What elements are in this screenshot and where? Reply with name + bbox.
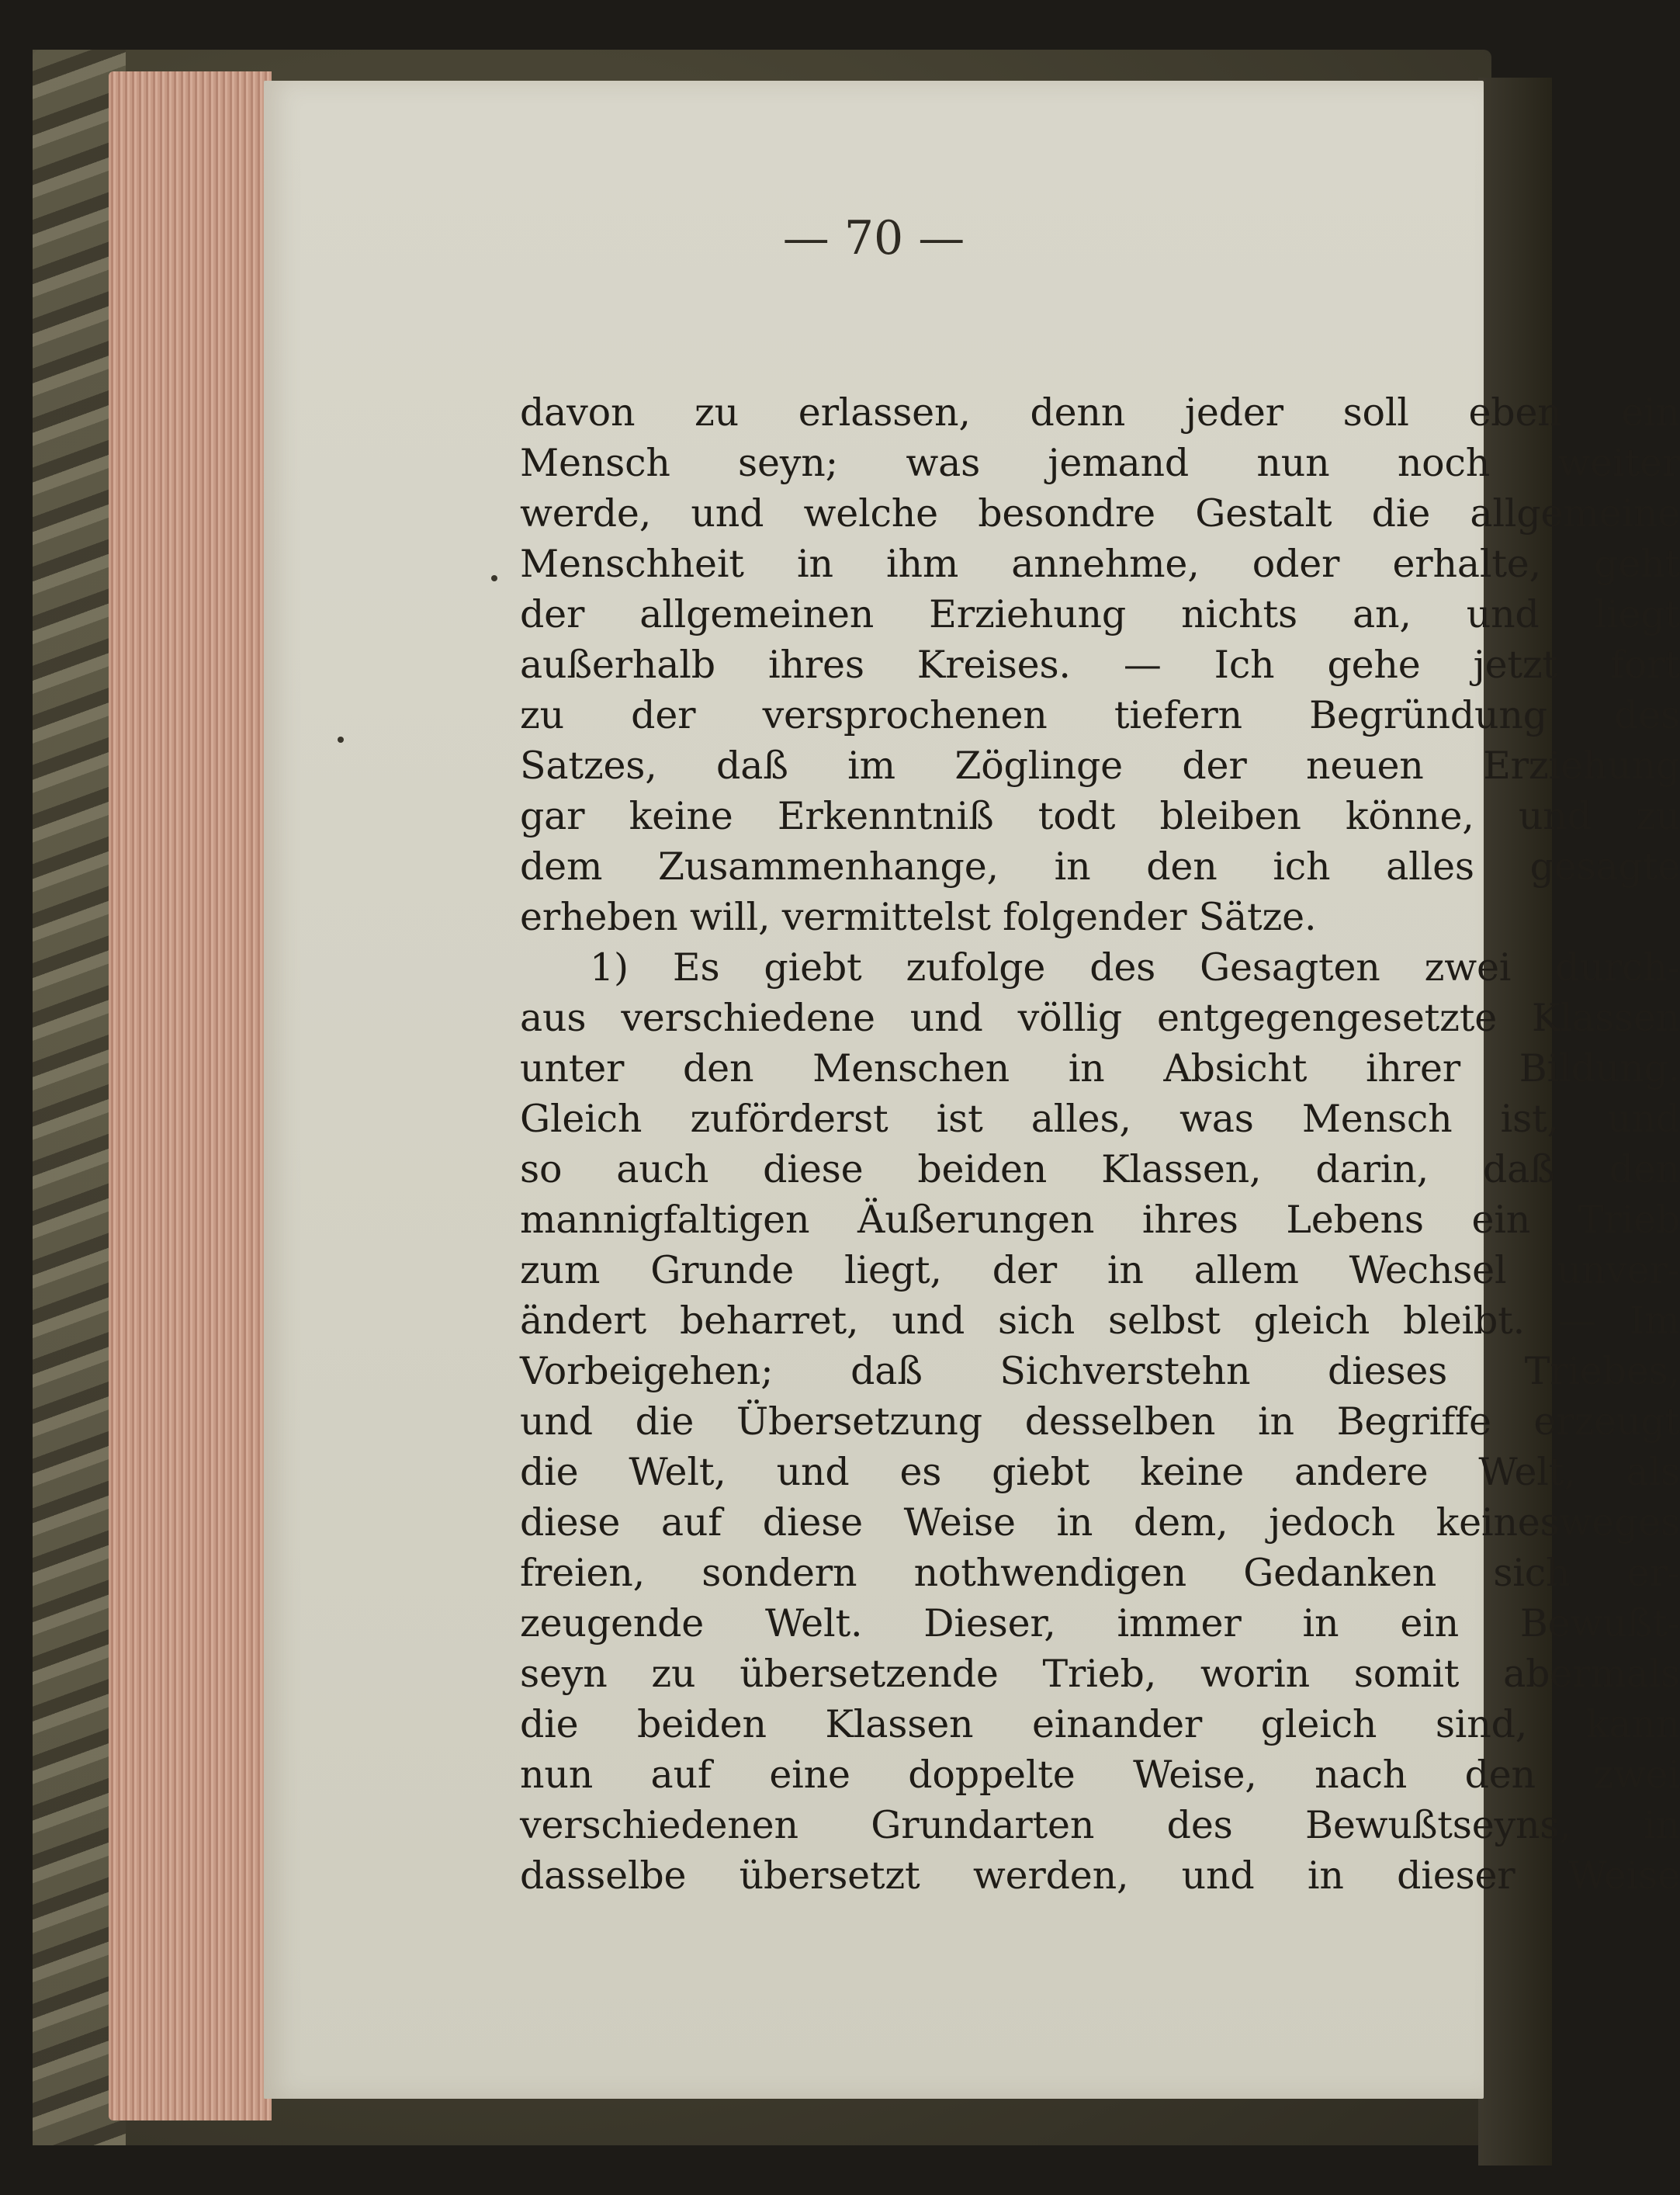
- text-line: mannigfaltigen Äußerungen ihres Lebens ein Trieb: [520, 1198, 1680, 1242]
- text-line: aus verschiedene und völlig entgegengesetzte Klassen: [520, 996, 1680, 1040]
- page-number: — 70 —: [782, 211, 965, 265]
- text-line: Vorbeigehen; daß Sichverstehn dieses Triebes,: [520, 1349, 1680, 1393]
- text-line: erheben will, vermittelst folgender Sätze.: [520, 895, 1317, 939]
- text-line: die Welt, und es giebt keine andere Welt, als: [520, 1450, 1680, 1494]
- text-line: die beiden Klassen einander gleich sind, kann: [520, 1702, 1680, 1746]
- text-line: freien, sondern nothwendigen Gedanken sich er-: [520, 1551, 1680, 1595]
- text-line: gar keine Erkenntniß todt bleiben könne, und zu: [520, 794, 1680, 838]
- text-line: und die Übersetzung desselben in Begriffe erzeugt: [520, 1399, 1680, 1444]
- text-line: seyn zu übersetzende Trieb, worin somit abermals: [520, 1652, 1680, 1696]
- text-line: zeugende Welt. Dieser, immer in ein Bewußt-: [520, 1601, 1680, 1645]
- text-line: verschiedenen Grundarten des Bewußtseyns, in: [520, 1803, 1680, 1847]
- text-line: Satzes, daß im Zöglinge der neuen Erziehung: [520, 744, 1680, 788]
- text-line: außerhalb ihres Kreises. — Ich gehe jetzt fort: [520, 643, 1680, 687]
- text-line: ändert beharret, und sich selbst gleich bleibt. — Im: [520, 1299, 1680, 1343]
- text-block: [520, 387, 1680, 1901]
- page-edges: [109, 71, 272, 2120]
- text-line: werde, und welche besondre Gestalt die allgemeine: [520, 491, 1680, 536]
- ink-speck: [491, 575, 497, 581]
- text-line: Mensch seyn; was jemand nun noch weiter: [520, 441, 1680, 485]
- text-line: dem Zusammenhange, in den ich alles gesagte: [520, 844, 1680, 889]
- text-line: zu der versprochenen tiefern Begründung des: [520, 693, 1680, 737]
- text-line: diese auf diese Weise in dem, jedoch keinesweges: [520, 1500, 1680, 1545]
- text-line: Menschheit in ihm annehme, oder erhalte, geht: [520, 542, 1680, 586]
- text-line: zum Grunde liegt, der in allem Wechsel unver-: [520, 1248, 1680, 1292]
- ink-speck: [338, 737, 344, 743]
- text-line: dasselbe übersetzt werden, und in dieser Weise: [520, 1853, 1680, 1898]
- text-line: Gleich zuförderst ist alles, was Mensch ist, und: [520, 1097, 1680, 1141]
- text-line: so auch diese beiden Klassen, darin, daß den: [520, 1147, 1680, 1191]
- text-line: unter den Menschen in Absicht ihrer Bildung.: [520, 1046, 1680, 1091]
- text-line: nun auf eine doppelte Weise, nach den zwei: [520, 1753, 1680, 1797]
- text-line: davon zu erlassen, denn jeder soll eben ein: [520, 390, 1680, 435]
- paragraph-start-line: 1) Es giebt zufolge des Gesagten zwei durch-: [590, 945, 1680, 990]
- text-line: der allgemeinen Erziehung nichts an, und liegt: [520, 592, 1680, 636]
- book-page: [264, 81, 1680, 2099]
